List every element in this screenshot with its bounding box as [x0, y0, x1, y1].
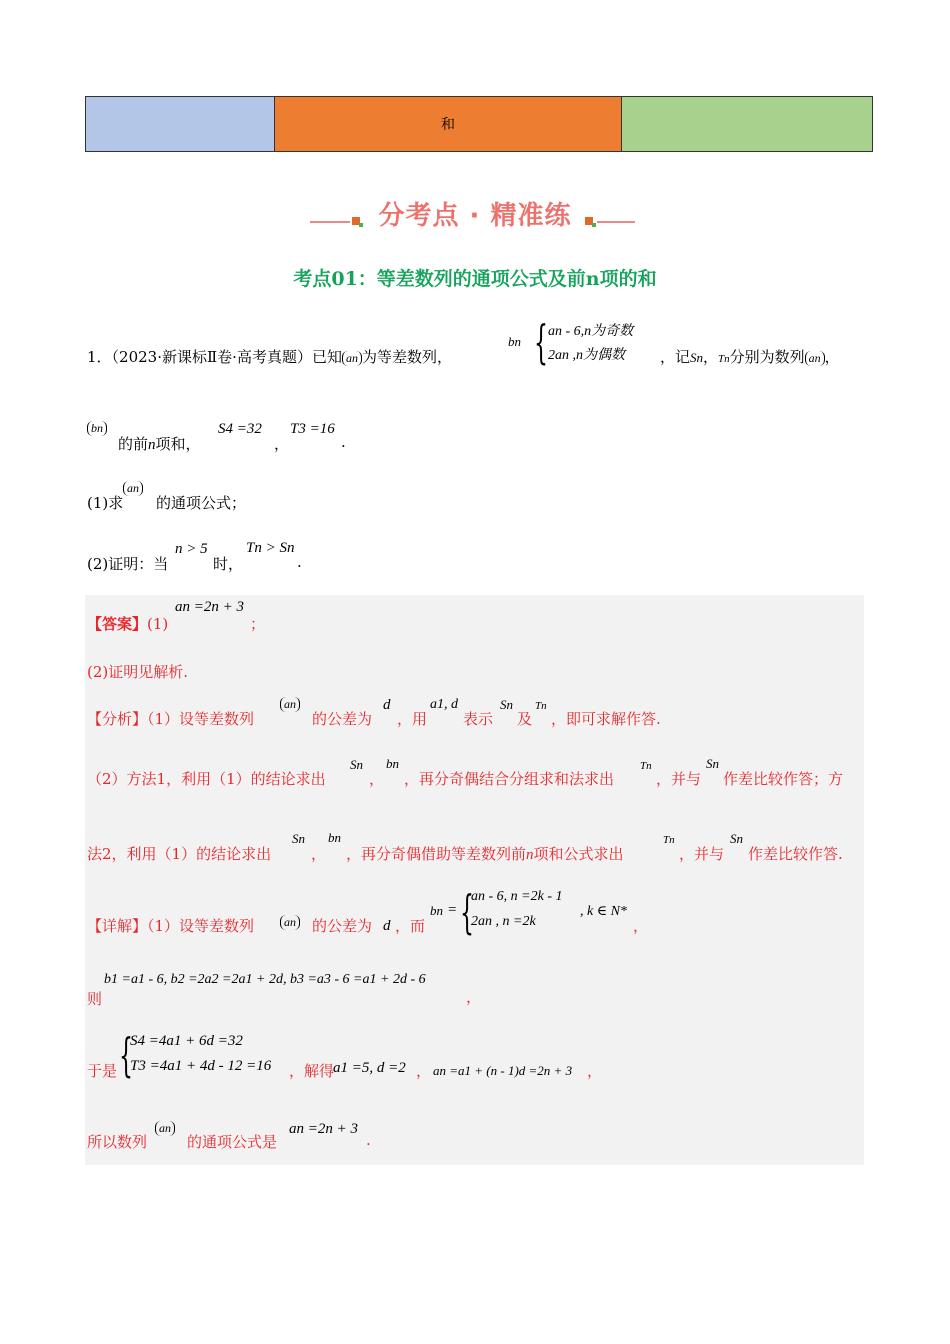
detail-text: . [366, 1131, 371, 1149]
analysis-text: ， [369, 770, 385, 788]
analysis-line-3-mid [346, 843, 624, 864]
part-1-suffix: 的通项公式； [156, 494, 247, 512]
detail-case-1: an - 6, n =2k - 1 [471, 889, 563, 904]
b-n-symbol: bn [386, 756, 399, 771]
equals-sign: = [448, 902, 457, 918]
problem-text: ， [274, 435, 290, 453]
banner-title: 分考点 · 精准练 [378, 201, 572, 231]
problem-line-2-text [118, 433, 201, 454]
header-table [85, 96, 873, 152]
problem-n: n [148, 437, 156, 453]
problem-line-2 [87, 418, 107, 436]
detail-text: ， [466, 988, 482, 1006]
banner-right-dot [592, 223, 596, 227]
analysis-line-1 [87, 708, 254, 729]
analysis-text: （2）方法1，利用（1）的结论求出 [87, 770, 326, 788]
banner-right-line [597, 221, 635, 223]
S-n-symbol: Sn [350, 757, 363, 772]
part-1-seq [123, 478, 143, 496]
header-cell-right [622, 97, 872, 151]
detail-text: ， [416, 1062, 432, 1080]
piecewise-case-2: 2an ,n为偶数 [548, 348, 625, 363]
seq-a-braces: an [155, 1121, 175, 1136]
analysis-text: 法2，利用（1）的结论求出 [87, 845, 272, 863]
T-n-symbol: Tn [663, 834, 675, 846]
problem-text: . [341, 433, 346, 451]
S-n-symbol: Sn [730, 831, 743, 846]
answer-part-1: (1) [147, 615, 169, 633]
detail-conclusion-formula: an =2n + 3 [289, 1121, 358, 1137]
seq-a-braces: an [280, 697, 300, 712]
S4-value: S4 =32 [218, 421, 262, 437]
section-banner [310, 195, 635, 235]
T-n-symbol: Tn [718, 353, 730, 365]
detail-text: ，解得 [289, 1062, 335, 1080]
header-cell-left [86, 97, 275, 151]
detail-text: （1）设等差数列 [147, 917, 255, 935]
detail-case-2: 2an , n =2k [471, 914, 536, 929]
analysis-text: 项和公式求出 [533, 845, 624, 863]
analysis-text: 表示 [463, 710, 494, 728]
b-n-symbol: bn [328, 830, 341, 845]
detail-then: 则 [87, 990, 103, 1008]
analysis-text: ，并与 [679, 845, 725, 863]
problem-line-1 [87, 346, 452, 367]
problem-line-1-tail [660, 346, 840, 367]
banner-left-line [310, 221, 350, 223]
S-n-symbol: Sn [292, 831, 305, 846]
seq-a-braces: an [805, 351, 825, 366]
detail-so: 于是 [87, 1062, 118, 1080]
seq-a-braces: an [280, 915, 300, 930]
detail-text: 所以数列 [87, 1133, 148, 1151]
detail-text: ， [633, 917, 649, 935]
answer-line-1 [87, 613, 168, 634]
detail-an-formula: an =a1 + (n - 1)d =2n + 3 [433, 1063, 573, 1078]
analysis-text: ，并与 [656, 770, 702, 788]
problem-text: 分别为数列 [729, 348, 805, 366]
analysis-text: （1）设等差数列 [147, 710, 255, 728]
part-2-prefix: (2)证明：当 [87, 555, 169, 573]
answer-label: 【答案】 [87, 615, 148, 633]
analysis-text: 的公差为 [312, 710, 373, 728]
S-n-symbol: Sn [706, 756, 719, 771]
answer-part-2: (2)证明见解析. [87, 663, 189, 681]
problem-number: 1． [87, 348, 112, 366]
T3-value: T3 =16 [290, 421, 335, 437]
detail-text: 的公差为 [312, 917, 373, 935]
banner-left-dot [359, 223, 363, 227]
b-n-symbol: bn [430, 903, 443, 918]
k-in-N: , k ∈ N* [580, 904, 627, 919]
detail-solution: a1 =5, d =2 [333, 1060, 406, 1076]
problem-text: ， [703, 348, 719, 366]
detail-text: 的通项公式是 [187, 1133, 278, 1151]
analysis-text: ，再分奇偶借助等差数列前 [346, 845, 527, 863]
answer-background [85, 595, 864, 1165]
analysis-text: 作差比较作答. [748, 845, 843, 863]
section-title: 考点01：等差数列的通项公式及前n项的和 [293, 268, 657, 290]
part-1 [87, 492, 123, 513]
part-2-condition: n > 5 [175, 541, 208, 557]
S-n-symbol: Sn [500, 697, 513, 712]
S-n-symbol: Sn [690, 350, 704, 365]
header-cell-middle: 和 [275, 97, 622, 151]
part-2-inequality: Tn > Sn [246, 540, 295, 556]
piecewise-brace: { [534, 318, 548, 371]
problem-text: 项和， [155, 435, 201, 453]
detail-formula-1: b1 =a1 - 6, b2 =2a2 =2a1 + 2d, b3 =a3 - 6 =a1 + 2d - 6 [104, 972, 426, 987]
problem-text: ，记 [660, 348, 691, 366]
system-brace: { [119, 1031, 133, 1084]
b-n-symbol: bn [508, 334, 521, 349]
part-2-end: . [297, 553, 302, 571]
system-eq-1: S4 =4a1 + 6d =32 [130, 1033, 243, 1049]
analysis-text: ，再分奇偶结合分组求和法求出 [404, 770, 615, 788]
part-2-mid: 时， [213, 555, 244, 573]
answer-formula: an =2n + 3 [175, 599, 244, 615]
analysis-text: ，用 [397, 710, 428, 728]
answer-semicolon: ； [250, 615, 266, 633]
analysis-text: 及 [517, 710, 533, 728]
detail-line-1 [87, 915, 254, 936]
T-n-symbol: Tn [535, 700, 547, 712]
piecewise-case-1: an - 6,n为奇数 [548, 324, 634, 339]
seq-a-braces: an [342, 351, 362, 366]
analysis-d: d [383, 697, 391, 713]
problem-text: 的前 [118, 435, 149, 453]
part-1-prefix: (1)求 [87, 494, 124, 512]
detail-text: ， [587, 1062, 603, 1080]
problem-text: ， [824, 348, 840, 366]
analysis-text: ，即可求解作答. [551, 710, 661, 728]
seq-b-braces: bn [87, 421, 107, 436]
detail-text: ，而 [395, 917, 426, 935]
analysis-a1d: a1, d [430, 697, 458, 712]
analysis-text: 作差比较作答；方 [723, 770, 844, 788]
analysis-n: n [526, 847, 534, 863]
problem-source: （2023·新课标Ⅱ卷·高考真题）已知 [111, 348, 342, 366]
system-eq-2: T3 =4a1 + 4d - 12 =16 [130, 1058, 272, 1074]
analysis-text: ， [311, 845, 327, 863]
analysis-label: 【分析】 [87, 710, 148, 728]
detail-d: d [383, 918, 391, 934]
problem-text: 为等差数列， [361, 348, 452, 366]
seq-a-braces: an [123, 481, 143, 496]
detail-label: 【详解】 [87, 917, 148, 935]
piecewise-brace: { [460, 888, 474, 941]
T-n-symbol: Tn [640, 760, 652, 772]
